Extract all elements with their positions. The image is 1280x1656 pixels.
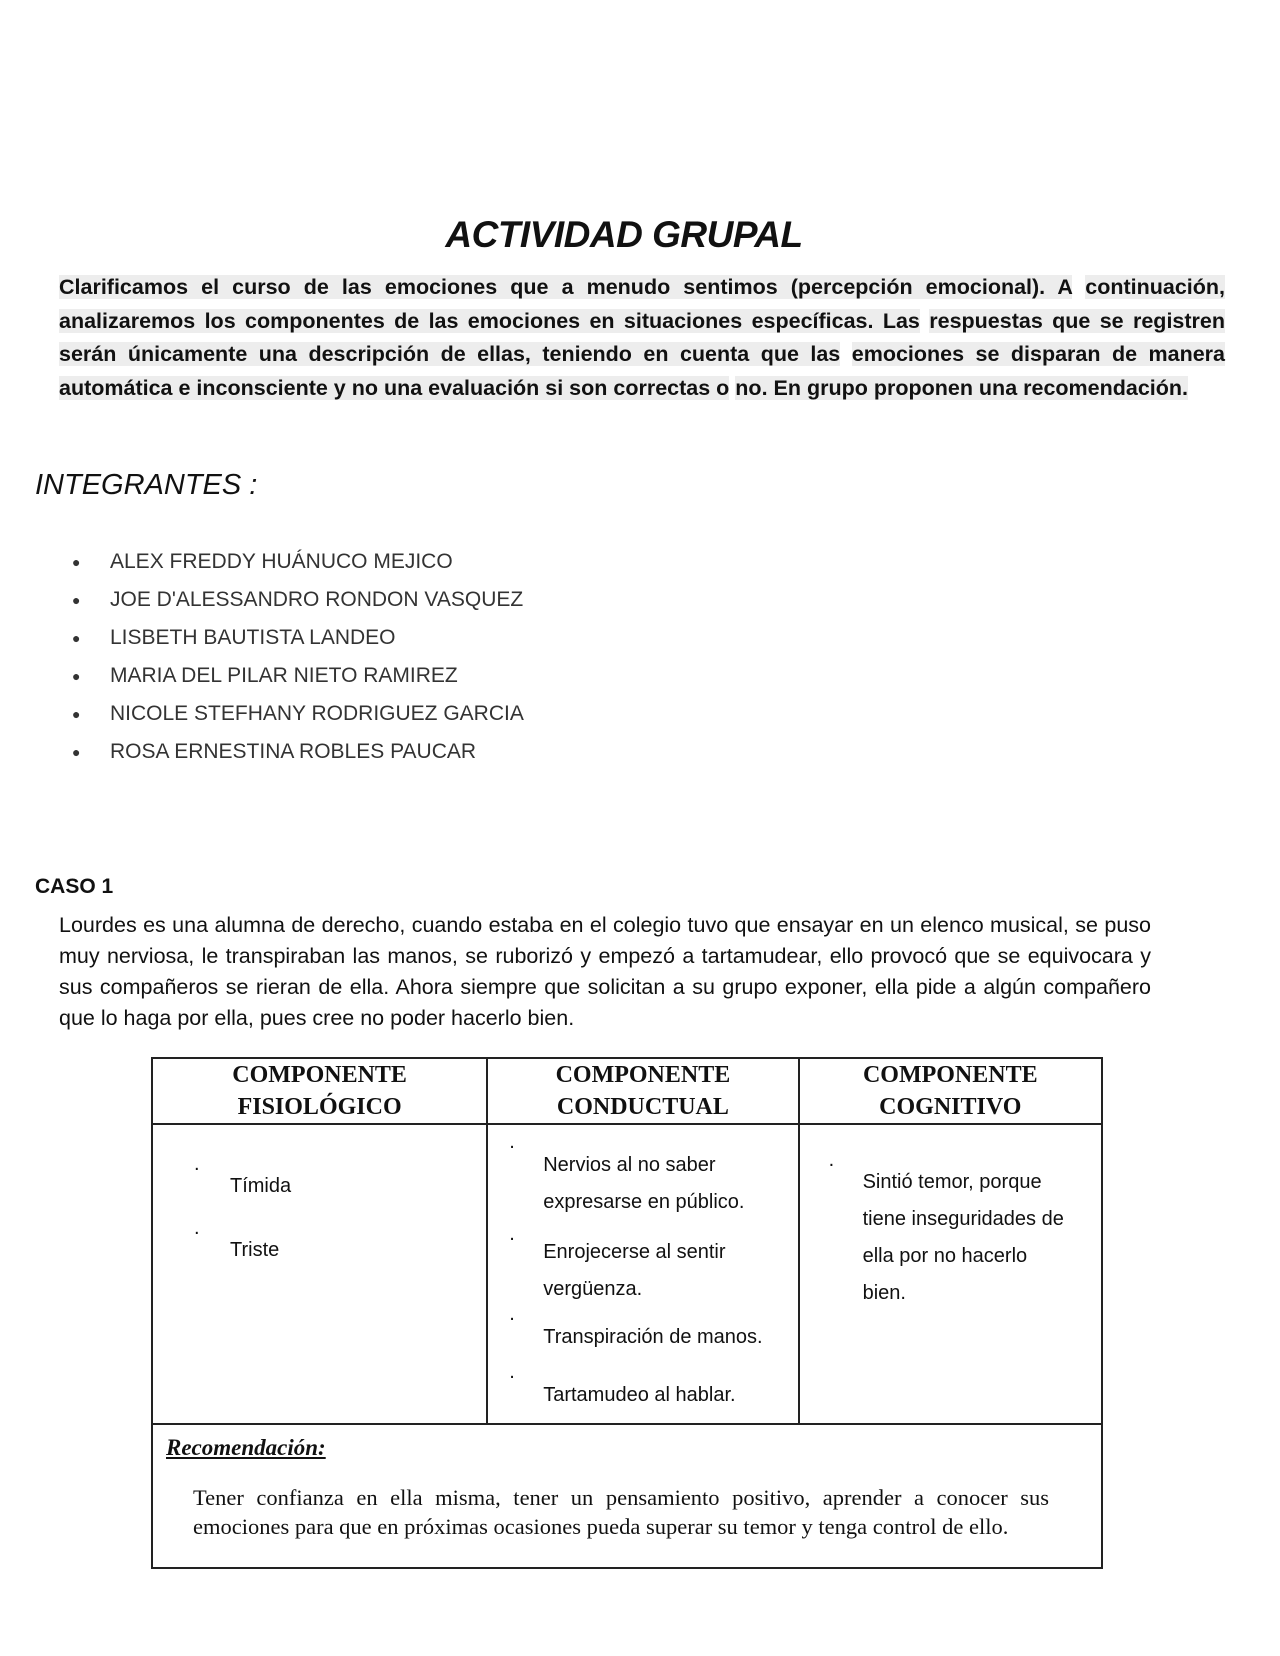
list-item — [72, 695, 524, 733]
case-heading: CASO 1 — [35, 875, 114, 898]
cell-cognitivo — [799, 1124, 1102, 1424]
document-title: ACTIVIDAD GRUPAL — [445, 214, 803, 255]
bullet-icon: . — [509, 1223, 515, 1245]
member-name: NICOLE STEFHANY RODRIGUEZ GARCIA — [110, 702, 524, 725]
intro-line: Clarificamos el curso de las emociones que a menudo sentimos (percepción emocional). A — [59, 275, 1073, 299]
list-item — [72, 543, 524, 581]
member-name: JOE D'ALESSANDRO RONDON VASQUEZ — [110, 588, 524, 611]
intro-line: continuación, analizaremos los componentes de las emociones en situaciones específicas. Las — [59, 275, 1225, 333]
list-item — [72, 733, 524, 771]
bullet-icon: ● — [72, 668, 81, 684]
members-list — [72, 543, 524, 771]
recommendation-text: Tener confianza en ella misma, tener un pensamiento positivo, aprender a conocer sus emociones para que en próximas ocasiones pueda superar su temor y tenga control de ello. — [193, 1485, 1049, 1539]
bullet-icon: ● — [72, 592, 81, 608]
list-item — [72, 657, 524, 695]
header-conductual: COMPONENTE CONDUCTUAL — [487, 1058, 798, 1124]
recommendation-cell — [152, 1424, 1102, 1568]
bullet-icon: . — [509, 1361, 515, 1383]
member-name: ALEX FREDDY HUÁNUCO MEJICO — [110, 550, 453, 573]
cell-item: Tartamudeo al hablar. — [543, 1384, 736, 1406]
intro-paragraph — [59, 271, 1225, 405]
header-fisiologico: COMPONENTE FISIOLÓGICO — [152, 1058, 487, 1124]
bullet-icon: . — [828, 1149, 835, 1171]
bullet-icon: ● — [72, 706, 81, 722]
cell-item: Transpiración de manos. — [543, 1326, 763, 1348]
bullet-icon: . — [509, 1303, 515, 1325]
list-item — [72, 581, 524, 619]
bullet-icon: ● — [72, 554, 81, 570]
member-name: ROSA ERNESTINA ROBLES PAUCAR — [110, 740, 477, 763]
intro-line: emociones se disparan de manera automática e inconsciente y no una evaluación si son correctas o — [59, 342, 1225, 400]
recommendation-label: Recomendación: — [166, 1435, 326, 1460]
cell-item: Tímida — [230, 1175, 292, 1197]
header-cognitivo: COMPONENTE COGNITIVO — [799, 1058, 1102, 1124]
intro-line: no. En grupo proponen una recomendación. — [735, 375, 1189, 400]
cell-item: Enrojecerse al sentir vergüenza. — [543, 1241, 726, 1300]
list-item — [72, 619, 524, 657]
intro-line: respuestas que se registren serán únicamente una descripción de ellas, teniendo en cuenta que las — [59, 308, 1225, 366]
bullet-icon: . — [509, 1131, 515, 1153]
cell-item: Nervios al no saber expresarse en público. — [543, 1154, 745, 1213]
integrantes-heading: INTEGRANTES : — [35, 469, 258, 501]
member-name: LISBETH BAUTISTA LANDEO — [110, 626, 396, 649]
cell-item: Triste — [230, 1239, 280, 1261]
cell-fisiologico — [152, 1124, 487, 1424]
cell-conductual — [487, 1124, 798, 1424]
bullet-icon: ● — [72, 744, 81, 760]
bullet-icon: ● — [72, 630, 81, 646]
components-table — [151, 1057, 1103, 1569]
case-text: Lourdes es una alumna de derecho, cuando estaba en el colegio tuvo que ensayar en un elenco musical, se puso muy nerviosa, le transpiraban las manos, se ruborizó y empezó a tartamudear, ello provocó que se equivocara y sus compañeros se rieran de ella. Ahora siempre que solicitan a su grupo exponer, ella pide a algún compañero que lo haga por ella, pues cree no poder hacerlo bien. — [59, 913, 1151, 1030]
bullet-icon: . — [194, 1217, 200, 1239]
cell-item: Sintió temor, porque tiene inseguridades de ella por no hacerlo bien. — [862, 1171, 1064, 1304]
bullet-icon: . — [194, 1153, 200, 1175]
member-name: MARIA DEL PILAR NIETO RAMIREZ — [110, 664, 458, 687]
